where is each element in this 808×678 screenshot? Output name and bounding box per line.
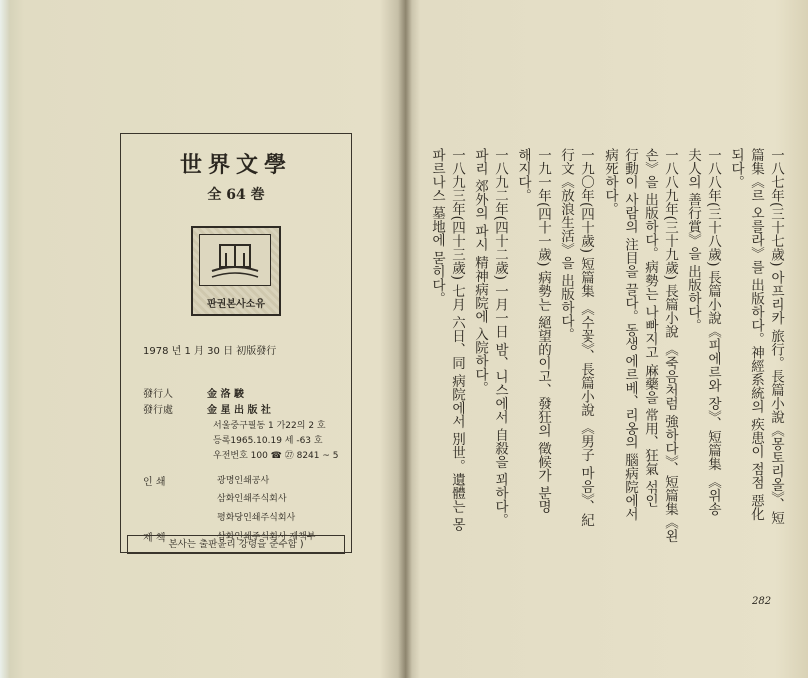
volume-count: 全 64 巻 [207, 187, 265, 203]
publishing-house-label: 發行處 [143, 405, 173, 416]
text-column: 파리 郊外의 파시 精神病院에 入院하다。 [472, 148, 488, 395]
registration-number: 등록1965.10.19 세 -63 호 [213, 436, 323, 446]
publisher-address: 서울중구필동 1 가22의 2 호 [213, 421, 326, 431]
seal-text: 판권본사소유 [207, 299, 265, 310]
text-column: 一八九二年(四十二歲) 一月一日 밤、니스에서 自殺을 꾀하다。 [492, 148, 508, 527]
colophon-box [120, 133, 352, 553]
publisher-seal [191, 226, 281, 316]
text-column: 손》을 出版하다。病勢는 나빠지고 麻藥을 常用、狂氣 섞인 [642, 148, 658, 507]
text-column: 一八七年(三十七歲) 아프리카 旅行。長篇小說《몽토리올》、短 [768, 148, 784, 525]
publishing-house-name: 金 星 出 版 社 [207, 405, 271, 416]
text-column: 파르나스 墓地에 묻히다。 [429, 148, 445, 306]
text-column: 一八九三年(四十三歲) 七月 六日、同 病院에서 別世。遺體는 몽 [449, 148, 465, 531]
text-column: 되다。 [728, 148, 744, 189]
text-column: 一九一年(四十一歲) 病勢는 絕望的이고、發狂의 徵候가 분명 [535, 148, 551, 514]
text-column: 一九〇年(四十歲) 短篇集 《수꽃》、長篇小說 《男子 마음》、紀 [578, 148, 594, 527]
text-column: 病死하다。 [602, 148, 618, 216]
text-column: 夫人의 善行賞》을 出版하다。 [685, 148, 701, 333]
book-gutter [398, 0, 412, 678]
text-column: 篇集《르 오를라》를 出版하다。神經系統의 疾患이 점점 惡化 [748, 148, 764, 521]
publisher-label: 發行人 [143, 389, 173, 400]
printer-2: 삼화인쇄주식회사 [217, 494, 287, 504]
page-edge [0, 0, 10, 678]
publisher-name: 金 洛 駿 [207, 389, 244, 400]
text-column: 行動이 사람의 注目을 끌다。동생 에르베、리옹의 腦病院에서 [622, 148, 638, 521]
text-column: 一八八九年(三十九歲) 長篇小說 《죽음처럼 強하다》、短篇集《왼 [662, 148, 678, 543]
page-number: 282 [752, 596, 772, 607]
text-column: 行文《放浪生活》을 出版하다。 [558, 148, 574, 342]
text-column: 해지다。 [515, 148, 531, 202]
postal-phone: 우전번호 100 ☎ ㉗ 8241 ~ 5 [213, 451, 339, 461]
printer-1: 광명인쇄공사 [217, 476, 270, 486]
binding-name: 삼화인쇄주식회사 제책부 [217, 532, 316, 542]
printer-label: 인 쇄 [143, 477, 166, 488]
book-emblem-icon [200, 235, 270, 285]
ethics-notice: 본사는 출판윤리 강령을 준수함 ) [127, 535, 345, 554]
series-title: 世界文學 [179, 152, 292, 178]
text-column: 一八八年(三十八歲) 長篇小說《피에르와 장》、短篇集 《위송 [705, 148, 721, 516]
binding-label: 제 책 [143, 533, 166, 544]
printer-3: 평화당인쇄주식회사 [217, 513, 296, 523]
seal-emblem [199, 234, 271, 286]
publication-date: 1978 년 1 月 30 日 初版發行 [143, 346, 277, 357]
